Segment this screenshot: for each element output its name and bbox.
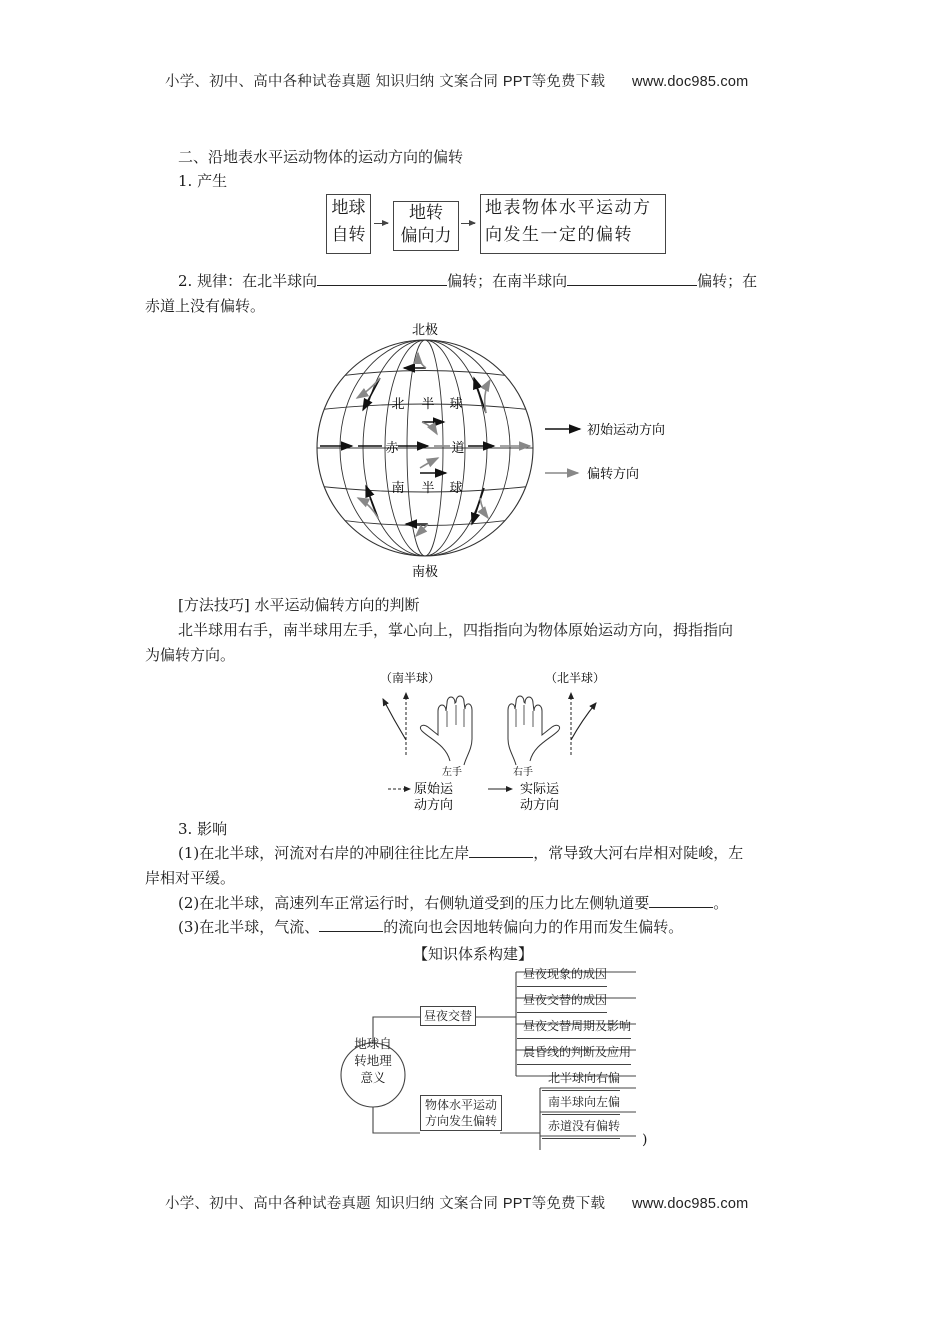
- item3-p2: [178, 893, 728, 913]
- method-line2: 为偏转方向。: [145, 646, 236, 664]
- item2-rule: [178, 271, 757, 291]
- knowledge-center-node: [343, 1035, 403, 1086]
- svg-text:半: 半: [421, 481, 435, 496]
- center-line2: 转地理: [354, 1053, 392, 1068]
- item3-p1-a: (1)在北半球，河流对右岸的冲刷往往比左岸: [178, 844, 470, 862]
- flow-box-deflection: [480, 194, 666, 254]
- item3-p1-c: 岸相对平缓。: [145, 869, 236, 887]
- svg-text:右手: 右手: [513, 767, 533, 778]
- leaf-item: 北半球向右偏: [542, 1068, 620, 1091]
- trailing-paren: ): [642, 1132, 648, 1148]
- center-line3: 意义: [360, 1070, 386, 1085]
- svg-text:动方向: 动方向: [520, 798, 560, 813]
- flow-box2-line2: 偏向力: [400, 226, 452, 246]
- leaf-item: 昼夜交替的成因: [517, 990, 607, 1013]
- center-line1: 地球自: [354, 1036, 392, 1051]
- flow-box-earth-rotation: [326, 194, 371, 254]
- section-title: 二、沿地表水平运动物体的运动方向的偏转: [178, 148, 464, 166]
- left-hand-icon: [420, 696, 472, 765]
- svg-text:左手: 左手: [442, 767, 462, 778]
- item3-p1-b: ，常导致大河右岸相对陡峻，左: [533, 844, 744, 862]
- flow-box2-line1: 地转: [409, 203, 443, 223]
- branch-day-night: 昼夜交替: [420, 1006, 476, 1026]
- svg-text:赤: 赤: [385, 441, 399, 456]
- blank-p2[interactable]: [649, 893, 713, 908]
- blank-south[interactable]: [567, 271, 697, 286]
- item3-p2-b: 。: [713, 894, 729, 912]
- flow-box3-line1: 地表物体水平运动方: [485, 198, 652, 218]
- globe-deflection-diagram: [310, 318, 690, 583]
- page-header: [165, 70, 748, 91]
- item3-p2-a: (2)在北半球，高速列车正常运行时，右侧轨道受到的压力比左侧轨道要: [178, 894, 650, 912]
- legend-initial-label: 初始运动方向: [587, 423, 666, 438]
- legend-deflect-label: 偏转方向: [587, 467, 640, 482]
- branch2-line2: 方向发生偏转: [424, 1114, 497, 1128]
- svg-text:球: 球: [449, 481, 463, 496]
- hand-rule-diagram: [370, 665, 620, 815]
- header-url[interactable]: www.doc985.com: [631, 74, 749, 90]
- svg-text:半: 半: [421, 397, 435, 412]
- footer-ppt: PPT: [502, 1196, 532, 1212]
- leaf-item: 昼夜交替周期及影响: [517, 1016, 631, 1039]
- arrow-icon: [461, 223, 475, 224]
- leaf-item: 晨昏线的判断及应用: [517, 1042, 631, 1065]
- leaf-item: 赤道没有偏转: [542, 1116, 620, 1139]
- method-title: [方法技巧] 水平运动偏转方向的判断: [178, 596, 420, 614]
- item2-part1: 2. 规律：在北半球向: [178, 272, 318, 290]
- item2-part3: 偏转；在: [697, 272, 758, 290]
- blank-north[interactable]: [317, 271, 447, 286]
- footer-text2: 等免费下载: [531, 1196, 606, 1212]
- svg-text:北: 北: [391, 397, 405, 412]
- method-line1: 北半球用右手，南半球用左手，掌心向上，四指指向为物体原始运动方向，拇指指向: [178, 621, 734, 639]
- item3-p3-b: 的流向也会因地转偏向力的作用而发生偏转。: [383, 918, 684, 936]
- item2-part2: 偏转；在南半球向: [447, 272, 568, 290]
- item3-p3: [178, 917, 683, 937]
- item3-p3-a: (3)在北半球，气流、: [178, 918, 320, 936]
- flow-box1-line1: 地球: [331, 198, 366, 218]
- knowledge-title: 【知识体系构建】: [413, 945, 534, 963]
- svg-text:南: 南: [391, 481, 405, 496]
- north-pole-label: 北极: [411, 323, 439, 338]
- page-footer: [165, 1192, 748, 1213]
- svg-text:（南半球）: （南半球）: [379, 671, 441, 685]
- blank-p3[interactable]: [319, 917, 383, 932]
- south-pole-label: 南极: [411, 565, 439, 580]
- svg-text:球: 球: [449, 397, 463, 412]
- item2-line2: 赤道上没有偏转。: [145, 297, 266, 315]
- footer-text: 小学、初中、高中各种试卷真题 知识归纳 文案合同: [165, 1196, 499, 1212]
- flow-box1-line2: 自转: [331, 225, 366, 245]
- svg-text:原始运: 原始运: [414, 782, 454, 797]
- item3-label: 3. 影响: [178, 820, 228, 838]
- arrow-icon: [374, 223, 388, 224]
- footer-url[interactable]: www.doc985.com: [631, 1196, 749, 1212]
- svg-text:实际运: 实际运: [520, 782, 560, 797]
- flow-box3-line2: 向发生一定的偏转: [485, 225, 633, 245]
- header-ppt: PPT: [502, 74, 532, 90]
- branch2-line1: 物体水平运动: [424, 1098, 497, 1112]
- branch-deflection: [420, 1095, 502, 1131]
- svg-text:道: 道: [451, 441, 465, 456]
- header-text: 小学、初中、高中各种试卷真题 知识归纳 文案合同: [165, 74, 499, 90]
- leaf-item: 南半球向左偏: [542, 1092, 620, 1115]
- svg-text:（北半球）: （北半球）: [544, 671, 606, 685]
- flow-box-coriolis: [393, 201, 459, 251]
- item1-label: 1. 产生: [178, 172, 228, 190]
- blank-p1[interactable]: [469, 843, 533, 858]
- svg-text:动方向: 动方向: [414, 798, 454, 813]
- right-hand-icon: [508, 696, 560, 765]
- item3-p1: [178, 843, 743, 863]
- header-text2: 等免费下载: [531, 74, 606, 90]
- leaf-item: 昼夜现象的成因: [517, 964, 607, 987]
